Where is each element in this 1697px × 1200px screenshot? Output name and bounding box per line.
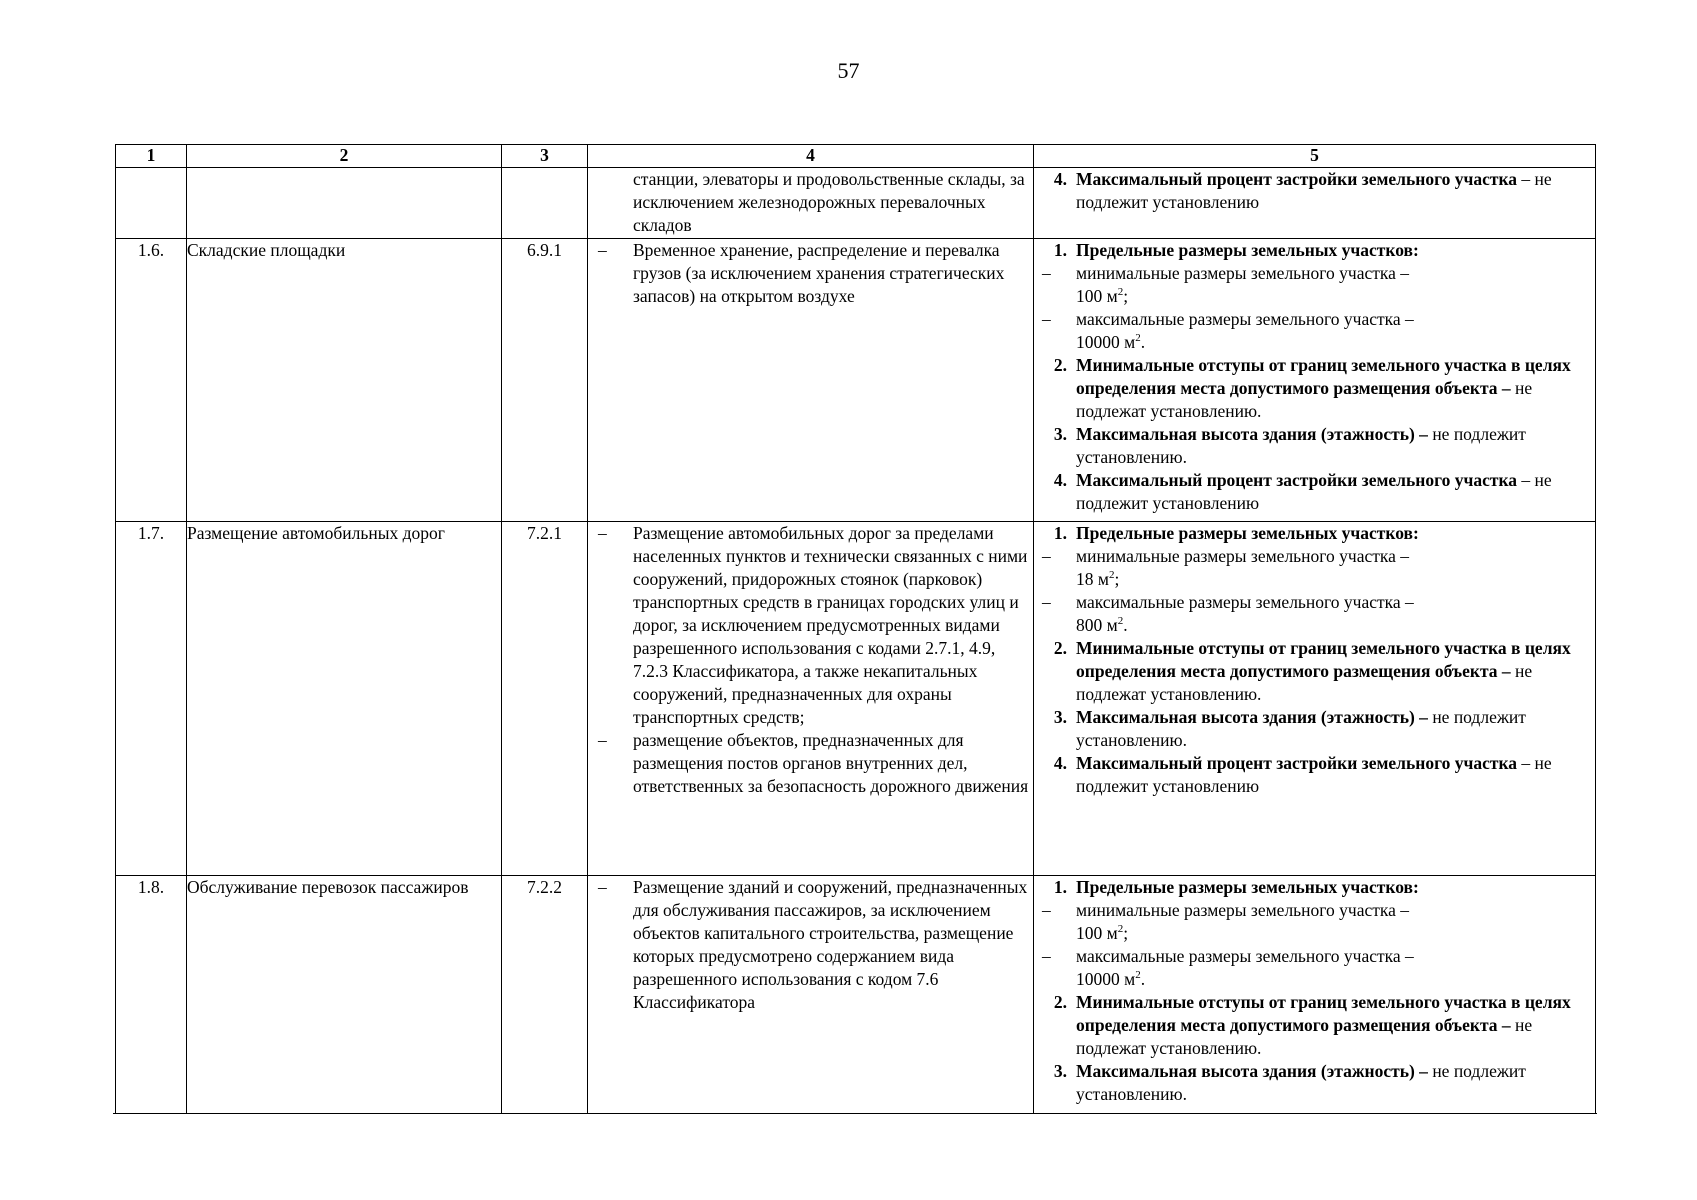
cell-name [187,168,502,239]
param-value: не подлежат установлению. [1076,661,1533,704]
dash-bullet: – [1042,592,1051,612]
param-title: Минимальные отступы от границ земельного участка в целях определения места допустимого размещения объекта – [1076,992,1571,1035]
superscript: 2 [1108,569,1115,582]
description-text: Размещение зданий и сооружений, предназначенных для обслуживания пассажиров, за исключением объектов капитального строительства, размещение которых предусмотрено содержанием вида разрешенного использования с кодом 7.6 Классификатора [633,877,1028,1012]
item-number: 1. [1053,877,1067,897]
cell-parameters [1034,876,1596,1114]
cell-parameters [1034,522,1596,876]
superscript: 2 [1117,286,1124,299]
min-size-value: 100 м [1076,923,1118,943]
item-number: 2. [1053,355,1067,375]
dash-bullet: – [598,240,607,260]
cell-description [588,522,1034,876]
max-size-text: максимальные размеры земельного участка – [1076,592,1414,612]
item-number: 2. [1053,638,1067,658]
cell-code: 7.2.2 [502,876,588,1114]
cell-num: 1.6. [116,239,187,522]
cell-code [502,168,588,239]
bottom-rule [113,1113,1597,1114]
header-row [116,145,1596,168]
param-title: Минимальные отступы от границ земельного участка в целях определения места допустимого размещения объекта – [1076,355,1571,398]
item-number: 2. [1053,992,1067,1012]
item-number: 3. [1053,1061,1067,1081]
description-text: Временное хранение, распределение и перевалка грузов (за исключением хранения стратегических запасов) на открытом воздухе [633,240,1005,306]
param-value: не подлежат установлению. [1076,378,1533,421]
param-title: Максимальная высота здания (этажность) – [1076,707,1428,727]
punct: . [1140,332,1146,352]
param-title: Предельные размеры земельных участков: [1076,877,1419,897]
dash-bullet: – [1042,546,1051,566]
cell-name: Складские площадки [187,239,502,522]
superscript: 2 [1117,615,1124,628]
cell-name: Обслуживание перевозок пассажиров [187,876,502,1114]
min-size-value: 100 м [1076,286,1118,306]
page-number: 57 [837,58,860,83]
param-title: Максимальная высота здания (этажность) – [1076,1061,1428,1081]
cell-parameters [1034,168,1596,239]
table-row [116,239,1596,522]
cell-description [588,168,1034,239]
param-title: Максимальный процент застройки земельного участка [1076,753,1518,773]
description-text: размещение объектов, предназначенных для размещения постов органов внутренних дел, ответственных за безопасность дорожного движения [633,730,1029,796]
min-size-text: минимальные размеры земельного участка – [1076,263,1410,283]
max-size-value: 800 м [1076,615,1118,635]
header-col-4: 4 [588,145,1034,168]
param-title: Максимальный процент застройки земельного участка [1076,169,1518,189]
cell-parameters [1034,239,1596,522]
param-value: – не подлежит установлению [1076,169,1552,212]
max-size-value: 10000 м [1076,332,1136,352]
dash-bullet: – [598,730,607,750]
cell-num: 1.7. [116,522,187,876]
param-value: не подлежит установлению. [1076,707,1526,750]
table-row-continuation [116,168,1596,239]
item-number: 1. [1053,240,1067,260]
dash-bullet: – [1042,263,1051,283]
item-number: 4. [1053,169,1067,189]
cell-num: 1.8. [116,876,187,1114]
punct: ; [1123,923,1129,943]
header-col-2: 2 [187,145,502,168]
param-value: не подлежит установлению. [1076,424,1526,467]
table-row [116,876,1596,1114]
description-text: станции, элеваторы и продовольственные склады, за исключением железнодорожных перевалочных складов [633,169,1025,235]
header-col-1: 1 [116,145,187,168]
cell-code: 6.9.1 [502,239,588,522]
item-number: 3. [1053,707,1067,727]
cell-description [588,876,1034,1114]
cell-name: Размещение автомобильных дорог [187,522,502,876]
item-number: 4. [1053,470,1067,490]
cell-description [588,239,1034,522]
max-size-value: 10000 м [1076,969,1136,989]
superscript: 2 [1117,923,1124,936]
dash-bullet: – [1042,309,1051,329]
dash-bullet: – [598,877,607,897]
param-title: Предельные размеры земельных участков: [1076,523,1419,543]
header-col-3: 3 [502,145,588,168]
param-value: не подлежат установлению. [1076,1015,1533,1058]
param-value: – не подлежит установлению [1076,753,1552,796]
description-text: Размещение автомобильных дорог за пределами населенных пунктов и технически связанных с ними сооружений, придорожных стоянок (парковок) транспортных средств в границах городских улиц и дорог, за исключением предусмотренных видами разрешенного использования с кодами 2.7.1, 4.9, 7.2.3 Классификатора, а также некапитальных сооружений, предназначенных для охраны транспортных средств; [633,523,1028,727]
param-title: Максимальная высота здания (этажность) – [1076,424,1428,444]
dash-bullet: – [1042,900,1051,920]
item-number: 1. [1053,523,1067,543]
dash-bullet: – [598,523,607,543]
item-number: 3. [1053,424,1067,444]
table-row [116,522,1596,876]
item-number: 4. [1053,753,1067,773]
param-value: не подлежит установлению. [1076,1061,1526,1104]
max-size-text: максимальные размеры земельного участка – [1076,309,1414,329]
punct: ; [1114,569,1120,589]
superscript: 2 [1135,332,1141,345]
dash-bullet: – [1042,946,1051,966]
punct: . [1123,615,1128,635]
superscript: 2 [1135,969,1141,982]
punct: ; [1123,286,1129,306]
regulations-table [115,144,1596,1114]
param-title: Максимальный процент застройки земельного участка [1076,470,1518,490]
param-value: – не подлежит установлению [1076,470,1552,513]
param-title: Минимальные отступы от границ земельного участка в целях определения места допустимого размещения объекта – [1076,638,1571,681]
min-size-text: минимальные размеры земельного участка – [1076,900,1410,920]
min-size-text: минимальные размеры земельного участка – [1076,546,1410,566]
header-col-5: 5 [1034,145,1596,168]
cell-num [116,168,187,239]
param-title: Предельные размеры земельных участков: [1076,240,1419,260]
cell-code: 7.2.1 [502,522,588,876]
min-size-value: 18 м [1076,569,1109,589]
max-size-text: максимальные размеры земельного участка – [1076,946,1414,966]
punct: . [1140,969,1146,989]
